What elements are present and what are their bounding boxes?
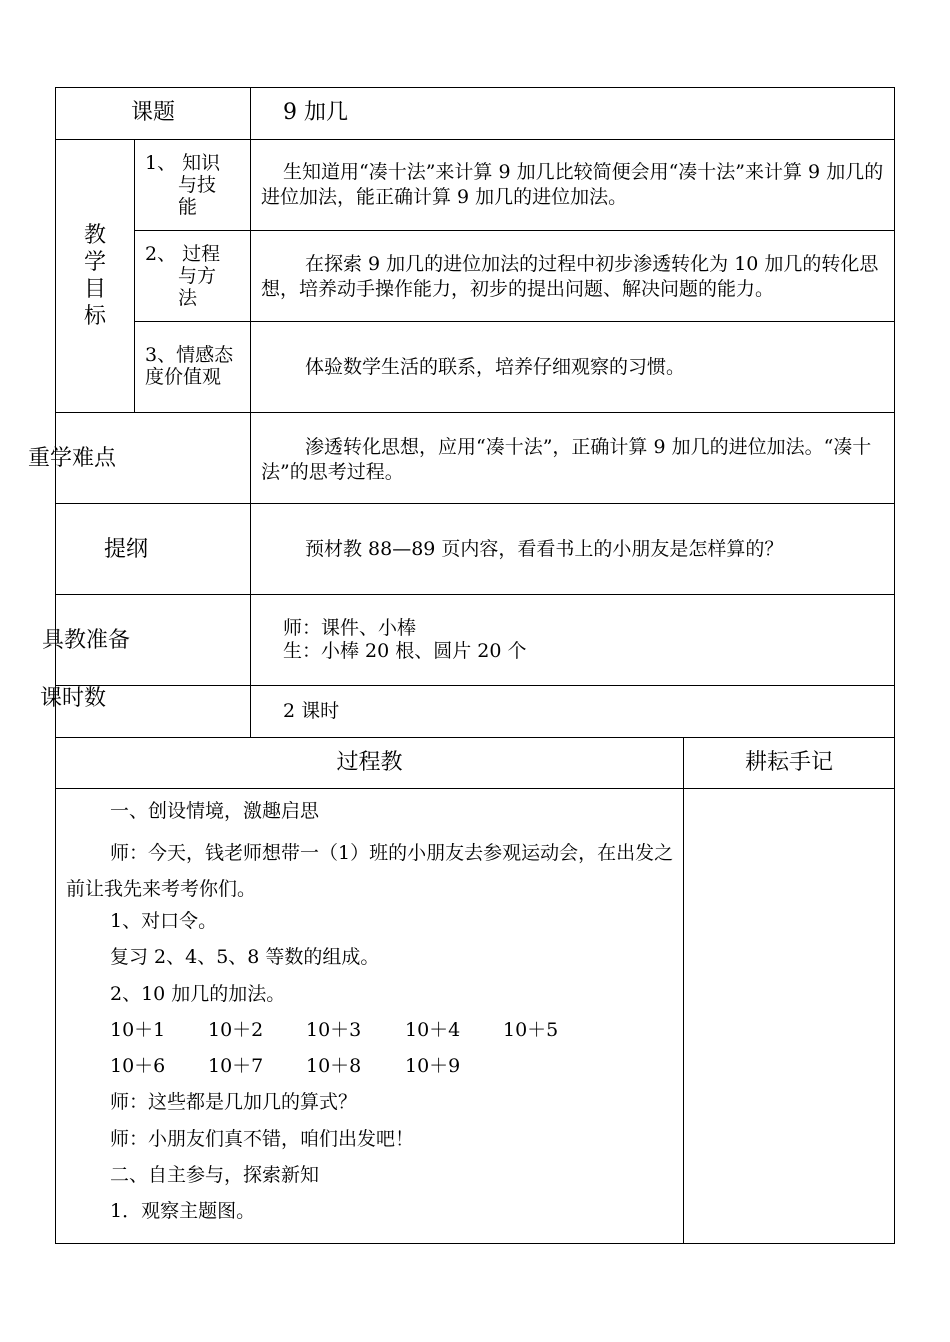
hours-value: 2 课时	[283, 700, 340, 722]
outline-text: 预材教 88—89 页内容，看看书上的小朋友是怎样算的？	[305, 538, 784, 560]
objective-2-label-line: 法	[178, 287, 198, 309]
objective-1-label-line: 与技	[178, 174, 217, 196]
objectives-label-char: 教	[83, 223, 106, 248]
row-divider	[134, 230, 895, 231]
row-divider	[134, 321, 895, 322]
equation: 10＋8	[306, 1055, 362, 1077]
prep-label: 具教准备	[42, 628, 131, 653]
process-header: 过程教	[336, 750, 403, 775]
row-divider	[55, 412, 895, 413]
notes-header: 耕耘手记	[744, 750, 833, 775]
row-divider	[55, 594, 895, 595]
process-line: 师：今天，钱老师想带一（1）班的小朋友去参观运动会，在出发之前让我先来考考你们。	[66, 842, 674, 900]
column-divider	[250, 87, 251, 738]
prep-line-teacher: 师：课件、小棒	[283, 617, 417, 639]
equation: 10＋5	[503, 1019, 559, 1041]
equation: 10＋2	[208, 1019, 264, 1041]
equation: 10＋3	[306, 1019, 362, 1041]
process-line: 师：小朋友们真不错，咱们出发吧！	[110, 1128, 415, 1150]
objective-2-label-line: 2、 过程	[145, 243, 221, 265]
row-divider	[55, 139, 895, 140]
objective-2-label	[145, 243, 220, 309]
process-line: 师：这些都是几加几的算式？	[110, 1091, 358, 1113]
equation: 10＋4	[405, 1019, 461, 1041]
objective-2-text: 在探索 9 加几的进位加法的过程中初步渗透转化为 10 加几的转化思想，培养动手操作能力，初步的提出问题、解决问题的能力。	[261, 253, 879, 300]
notes-area	[684, 789, 894, 1243]
key-points-label: 重学难点	[28, 446, 117, 471]
topic-label: 课题	[130, 100, 175, 125]
objectives-label-char: 学	[83, 250, 106, 275]
objective-1-text: 生知道用“凑十法”来计算 9 加几比较简便会用“凑十法”来计算 9 加几的进位加法，能正确计算 9 加几的进位加法。	[261, 161, 884, 208]
objective-1-label-line: 1、 知识	[145, 152, 221, 174]
outline-label: 提纲	[104, 537, 149, 562]
objective-3-text: 体验数学生活的联系，培养仔细观察的习惯。	[305, 356, 686, 378]
objective-2-label-line: 与方	[178, 265, 217, 287]
objective-3-label-line: 3、情感态	[145, 344, 234, 366]
process-line: 1．观察主题图。	[110, 1200, 256, 1222]
equation: 10＋6	[110, 1055, 166, 1077]
process-line: 2、10 加几的加法。	[110, 983, 286, 1005]
objective-1-label-line: 能	[178, 196, 198, 218]
objective-3-label	[145, 344, 233, 388]
row-divider	[55, 685, 895, 686]
process-line: 一、创设情境，激趣启思	[110, 800, 320, 822]
process-line: 复习 2、4、5、8 等数的组成。	[110, 946, 380, 968]
equation: 10＋9	[405, 1055, 461, 1077]
key-points-text: 渗透转化思想，应用“凑十法”，正确计算 9 加几的进位加法。“凑十法”的思考过程。	[261, 436, 872, 483]
objectives-label-char: 标	[83, 304, 106, 329]
objectives-label-char: 目	[83, 277, 106, 302]
process-line: 二、自主参与，探索新知	[110, 1164, 320, 1186]
objectives-label	[80, 222, 110, 330]
equation: 10＋7	[208, 1055, 264, 1077]
column-divider	[134, 139, 135, 412]
objective-1-label	[145, 152, 220, 218]
row-divider	[55, 503, 895, 504]
objective-3-label-line: 度价值观	[145, 366, 222, 388]
topic-value: 9 加几	[283, 100, 348, 125]
process-line: 1、对口令。	[110, 910, 218, 932]
prep-line-student: 生：小棒 20 根、圆片 20 个	[283, 640, 527, 662]
hours-label: 课时数	[40, 686, 107, 711]
equation: 10＋1	[110, 1019, 166, 1041]
